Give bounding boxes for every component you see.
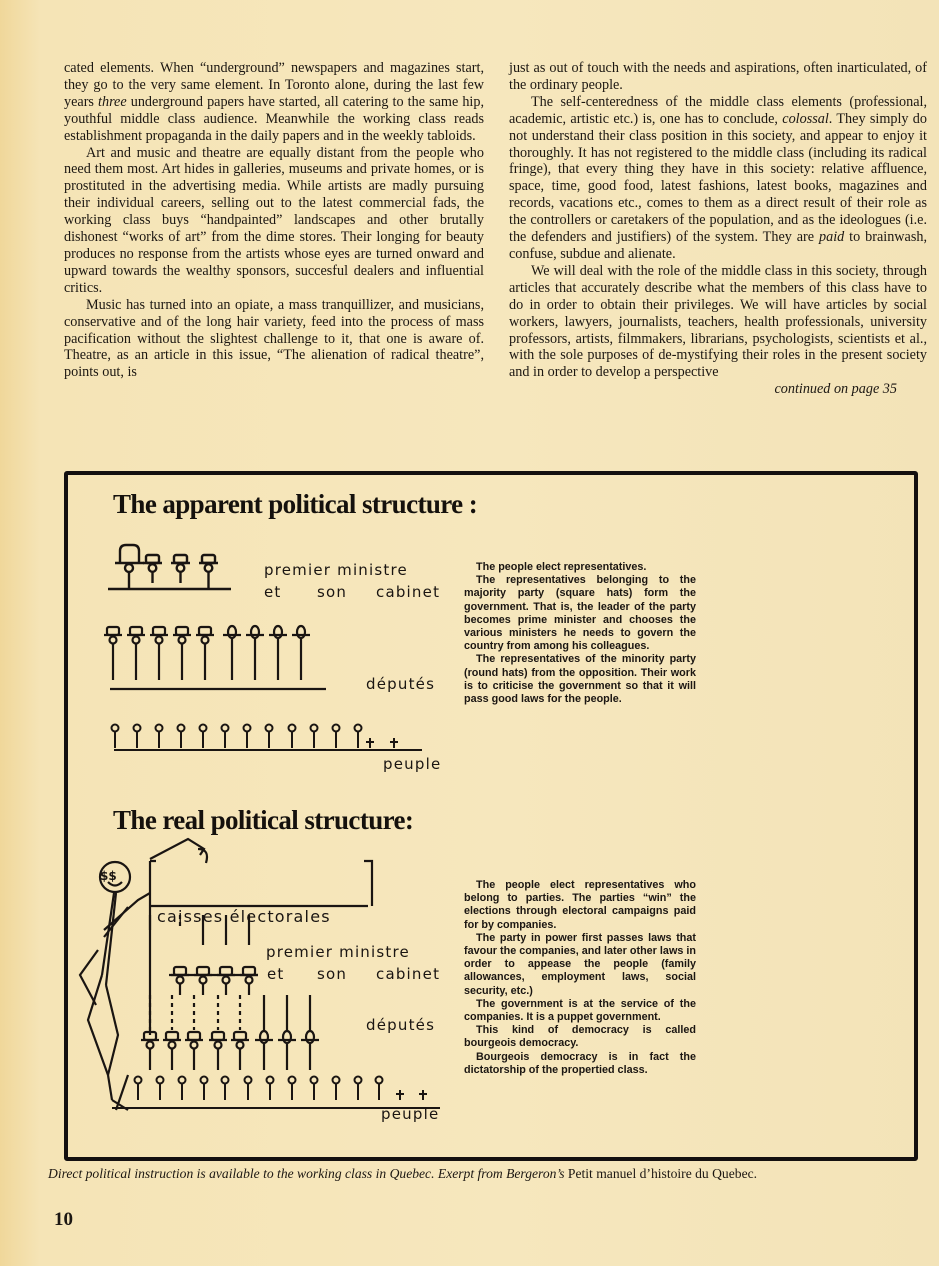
citizen-figure	[135, 1077, 142, 1101]
majority-member-figure	[194, 967, 212, 995]
paragraph: We will deal with the role of the middle class in this society, through articles that accurately describe what the members of this class have to do in order to obtain their privileges. We will have articles by social workers, lawyers, journalists, teachers, health professionals, university professors, artists, filmmakers, librarians, psychologists, scientists et al., with the sole purposes of de-mystifying their roles in the present society and in order to develop a perspective	[509, 262, 927, 381]
label-son: son	[317, 965, 348, 983]
paragraph: just as out of touch with the needs and aspirations, often inarticulated, of the ordinary people.	[509, 60, 927, 93]
majority-member-figure	[141, 1032, 159, 1070]
citizen-figure	[289, 1077, 296, 1101]
citizen-figure	[333, 1077, 340, 1101]
paragraph: Art and music and theatre are equally distant from the people who need them most. Art hides in galleries, museums and private homes, or is prostituted in the advertising media. While artists are madly pursuing their individual careers, selling out to the latest commercial fads, the working class buys “handpainted” landscapes and other brutally dishonest “works of art” from the dime stores. Their longing for beauty produces no response from the artists whose eyes are turned onward and upward towards the wealthy sponsors, succesful dealers and influential critics.	[64, 144, 484, 296]
majority-member-figure	[185, 1032, 203, 1070]
page-number: 10	[54, 1209, 73, 1230]
paragraph: This kind of democracy is called bourgeois democracy.	[464, 1024, 696, 1050]
majority-member-figure	[209, 1032, 227, 1070]
label-cabinet: cabinet	[376, 583, 441, 601]
label-et: et	[264, 583, 282, 601]
label-premier-ministre: premier ministre	[266, 943, 410, 961]
citizen-figure	[267, 1077, 274, 1101]
paragraph: Bourgeois democracy is in fact the dictatorship of the propertied class.	[464, 1050, 696, 1076]
label-peuple: peuple	[383, 755, 442, 773]
majority-member-figure	[171, 967, 189, 995]
paragraph: cated elements. When “underground” newspapers and magazines start, they go to the very same element. In Toronto alone, during the last few years three underground papers have started, all catering to the same hip, youthful middle class audience. Meanwhile the working class reads establishment propaganda in the daily papers and in the weekly tabloids.	[64, 60, 484, 144]
article-right-column	[509, 60, 927, 398]
paragraph: The representatives of the minority party (round hats) from the opposition. Their work is to criticise the government so that it will pass good laws for the people.	[464, 653, 696, 706]
paragraph: Music has turned into an opiate, a mass tranquillizer, and musicians, conservative and of the long hair variety, feed into the process of mass pacification without the slightest challenge to it, that one is aware of. Theatre, as an article in this issue, “The alienation of radical theatre”, points out, is	[64, 296, 484, 381]
citizen-figure	[355, 1077, 362, 1101]
citizen-figure	[311, 1077, 318, 1101]
article-left-column	[64, 60, 484, 381]
citizen-figure	[201, 1077, 208, 1101]
minority-member-figure	[255, 1031, 273, 1070]
apparent-structure-text	[464, 561, 696, 706]
real-structure-diagram	[68, 475, 468, 1155]
majority-member-figure	[231, 1032, 249, 1070]
label-deputes: députés	[366, 1016, 436, 1034]
real-structure-heading: The real political structure:	[113, 805, 414, 835]
paragraph: The government is at the service of the companies. It is a puppet government.	[464, 997, 696, 1024]
paragraph: The people elect representatives who belong to parties. The parties “win” the elections through electoral campaigns paid for by companies.	[464, 879, 696, 931]
dead-citizen-cross	[419, 1090, 427, 1100]
majority-member-figure	[217, 967, 235, 995]
paragraph: The self-centeredness of the middle class elements (professional, academic, artistic etc.) is, one has to conclude, colossal. They simply do not understand their class position in this society, and appear to enjoy it thoroughly. It has not registered to the middle class (including its radical fringe), that every thing they have in this society: relative affluence, space, time, good food, latest fashions, latest books, magazines and records, vacations etc., comes to them as a direct result of their role as the controllers or caretakers of the population, and as the ideologues (i.e. the defenders and justifiers) of the system. They are paid to brainwash, confuse, subdue and alienate.	[509, 93, 927, 262]
citizen-figure	[179, 1077, 186, 1101]
real-structure-text	[464, 879, 696, 1077]
figure-caption: Direct political instruction is available to the working class in Quebec. Exerpt from Bergeron’s Petit manuel d’histoire du Quebec.	[48, 1166, 758, 1181]
label-et: et	[267, 965, 285, 983]
minority-member-figure	[278, 1031, 296, 1070]
label-peuple: peuple	[381, 1105, 440, 1123]
label-son: son	[317, 583, 348, 601]
label-deputes: députés	[366, 675, 436, 693]
paragraph: The people elect representatives.	[476, 561, 647, 573]
citizen-figure	[376, 1077, 383, 1101]
minority-member-figure	[301, 1031, 319, 1070]
money-eyes-label: $$	[100, 869, 117, 883]
continued-note: continued on page 35	[774, 381, 897, 398]
citizen-figure	[157, 1077, 164, 1101]
figure-frame	[64, 471, 918, 1161]
apparent-structure-heading: The apparent political structure :	[113, 489, 478, 519]
majority-member-figure	[163, 1032, 181, 1070]
dead-citizen-cross	[396, 1090, 404, 1100]
paragraph: The representatives belonging to the majority party (square hats) form the government. That is, the leader of the party becomes prime minister and chooses the various ministers he needs to govern the country from among his colleagues.	[464, 574, 696, 653]
label-caisses-electorales: caisses électorales	[157, 907, 331, 926]
citizen-figure	[245, 1077, 252, 1101]
label-premier-ministre: premier ministre	[264, 561, 408, 579]
majority-member-figure	[240, 967, 258, 995]
strings-icon	[150, 839, 207, 863]
label-cabinet: cabinet	[376, 965, 441, 983]
citizen-figure	[222, 1077, 229, 1101]
paragraph: The party in power first passes laws that favour the companies, and later other laws in order to appease the people (family allowances, employment laws, social security, etc.)	[464, 931, 696, 997]
capitalist-figure	[80, 862, 150, 1110]
